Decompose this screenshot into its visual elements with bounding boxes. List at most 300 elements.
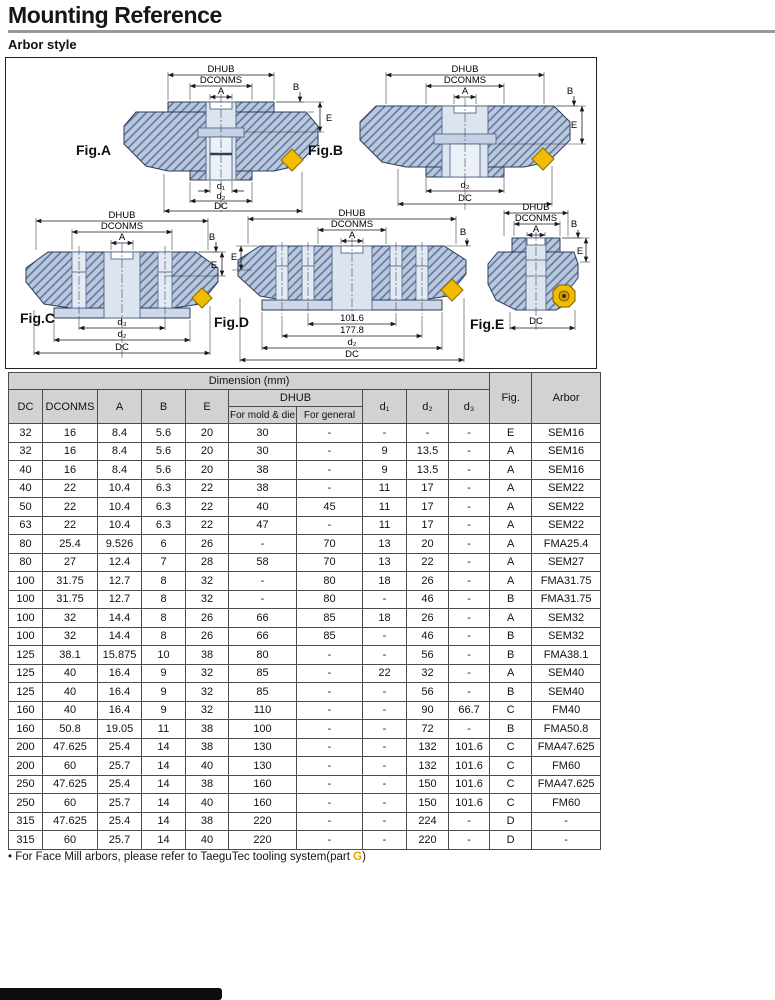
table-cell: -: [449, 646, 490, 665]
table-cell: A: [490, 609, 532, 628]
table-cell: SEM22: [532, 498, 601, 517]
table-row: [9, 609, 601, 628]
table-cell: C: [490, 794, 532, 813]
table-cell: -: [532, 831, 601, 850]
table-cell: FMA47.625: [532, 775, 601, 794]
table-cell: 80: [297, 572, 363, 591]
table-cell: 70: [297, 553, 363, 572]
table-cell: 8: [142, 590, 186, 609]
table-cell: 9: [363, 461, 407, 480]
figure-a-label: Fig.A: [76, 142, 111, 158]
dimension-table: [8, 372, 601, 850]
table-cell: 160: [229, 775, 297, 794]
table-cell: 8: [142, 627, 186, 646]
table-row: [9, 757, 601, 776]
cutter-body-section: [238, 238, 466, 320]
table-cell: 16.4: [98, 701, 142, 720]
figure-d-label: Fig.D: [214, 314, 249, 330]
table-cell: -: [449, 590, 490, 609]
table-cell: 11: [142, 720, 186, 739]
figure-e-diagram: [474, 202, 594, 367]
table-cell: 66.7: [449, 701, 490, 720]
table-cell: -: [297, 720, 363, 739]
table-cell: -: [449, 498, 490, 517]
table-cell: SEM22: [532, 516, 601, 535]
table-cell: 6.3: [142, 498, 186, 517]
table-cell: -: [297, 794, 363, 813]
table-cell: -: [449, 553, 490, 572]
table-cell: 14: [142, 775, 186, 794]
col-header-a: A: [98, 390, 142, 424]
table-cell: 250: [9, 775, 43, 794]
a-dim-label: A: [118, 232, 126, 243]
table-cell: 40: [43, 683, 98, 702]
table-cell: FMA31.75: [532, 590, 601, 609]
table-cell: 100: [9, 590, 43, 609]
dc-dim-label: DC: [529, 316, 543, 327]
table-cell: 27: [43, 553, 98, 572]
b-dim-label: B: [208, 232, 216, 243]
table-cell: 47.625: [43, 738, 98, 757]
table-cell: 14: [142, 738, 186, 757]
table-cell: 17: [407, 516, 449, 535]
col-header-dhub: DHUB: [229, 390, 363, 407]
table-cell: -: [297, 516, 363, 535]
table-row: [9, 479, 601, 498]
table-row: [9, 590, 601, 609]
table-cell: SEM32: [532, 627, 601, 646]
table-cell: 13.5: [407, 442, 449, 461]
table-row: [9, 516, 601, 535]
table-cell: -: [297, 442, 363, 461]
table-cell: SEM27: [532, 553, 601, 572]
figure-e-label: Fig.E: [470, 316, 505, 332]
table-row: [9, 646, 601, 665]
col-header-e: E: [186, 390, 229, 424]
table-cell: A: [490, 479, 532, 498]
table-cell: -: [449, 720, 490, 739]
table-cell: -: [449, 664, 490, 683]
table-cell: 200: [9, 738, 43, 757]
table-cell: FM60: [532, 757, 601, 776]
d2-dim-label: d₂: [460, 180, 470, 191]
table-cell: A: [490, 516, 532, 535]
table-cell: 25.4: [43, 535, 98, 554]
table-cell: 72: [407, 720, 449, 739]
table-row: [9, 683, 601, 702]
a-dim-label: A: [461, 86, 469, 97]
table-cell: 17: [407, 479, 449, 498]
table-cell: 20: [186, 424, 229, 443]
table-cell: -: [297, 831, 363, 850]
col-header-d1: d₁: [363, 390, 407, 424]
table-cell: 38: [186, 720, 229, 739]
table-cell: 9: [142, 701, 186, 720]
table-cell: -: [297, 775, 363, 794]
table-cell: 100: [229, 720, 297, 739]
b-dim-label: B: [459, 227, 467, 238]
table-cell: 101.6: [449, 775, 490, 794]
table-cell: 14.4: [98, 609, 142, 628]
table-body: [9, 424, 601, 850]
table-cell: 32: [9, 424, 43, 443]
table-cell: C: [490, 738, 532, 757]
table-cell: -: [297, 812, 363, 831]
table-cell: 26: [186, 627, 229, 646]
table-cell: 16: [43, 461, 98, 480]
table-cell: 58: [229, 553, 297, 572]
b-dim-label: B: [292, 82, 300, 93]
table-cell: 20: [186, 442, 229, 461]
table-cell: -: [297, 738, 363, 757]
table-cell: -: [363, 683, 407, 702]
table-cell: -: [449, 461, 490, 480]
table-cell: 315: [9, 812, 43, 831]
figure-d-diagram: [230, 208, 475, 365]
table-cell: -: [449, 572, 490, 591]
col-header-d3: d₃: [449, 390, 490, 424]
figure-b-label: Fig.B: [308, 142, 343, 158]
table-cell: 80: [229, 646, 297, 665]
table-cell: 40: [9, 461, 43, 480]
dconms-dim-label: DCONMS: [514, 213, 558, 224]
table-cell: 30: [229, 424, 297, 443]
footer-bar: [0, 988, 222, 1000]
d1-dim-label: d₁: [216, 181, 226, 192]
table-cell: 200: [9, 757, 43, 776]
d3-dim-label: d₃: [117, 317, 127, 328]
table-cell: 38: [229, 479, 297, 498]
title-rule: [8, 30, 775, 33]
table-cell: 16: [43, 442, 98, 461]
e-dim-label: E: [210, 260, 218, 271]
table-cell: 6.3: [142, 516, 186, 535]
table-cell: 60: [43, 831, 98, 850]
table-cell: 224: [407, 812, 449, 831]
table-cell: 11: [363, 516, 407, 535]
table-cell: -: [449, 683, 490, 702]
table-cell: 32: [43, 609, 98, 628]
table-cell: 9: [142, 664, 186, 683]
table-cell: 26: [186, 535, 229, 554]
a-dim-label: A: [532, 224, 540, 235]
col-header-d2: d₂: [407, 390, 449, 424]
table-cell: -: [449, 535, 490, 554]
table-cell: C: [490, 757, 532, 776]
table-cell: 31.75: [43, 590, 98, 609]
table-cell: 220: [229, 812, 297, 831]
table-cell: 90: [407, 701, 449, 720]
table-cell: 18: [363, 572, 407, 591]
dc-dim-label: DC: [458, 193, 472, 204]
dconms-dim-label: DCONMS: [330, 219, 374, 230]
table-cell: 14: [142, 794, 186, 813]
table-cell: 32: [43, 627, 98, 646]
table-cell: -: [363, 812, 407, 831]
table-cell: 5.6: [142, 424, 186, 443]
footnote-text-suffix: ): [362, 851, 366, 863]
table-cell: 132: [407, 757, 449, 776]
table-cell: A: [490, 461, 532, 480]
table-row: [9, 812, 601, 831]
table-cell: -: [363, 424, 407, 443]
table-row: [9, 831, 601, 850]
table-cell: 32: [186, 683, 229, 702]
table-cell: -: [449, 479, 490, 498]
table-cell: FM40: [532, 701, 601, 720]
table-cell: 26: [407, 572, 449, 591]
table-cell: 20: [407, 535, 449, 554]
table-cell: 20: [186, 461, 229, 480]
table-cell: 17: [407, 498, 449, 517]
figure-a-diagram: [106, 64, 336, 216]
table-cell: 16.4: [98, 664, 142, 683]
table-cell: 130: [229, 757, 297, 776]
table-cell: 100: [9, 627, 43, 646]
table-cell: 22: [407, 553, 449, 572]
dc-dim-label: DC: [345, 349, 359, 360]
table-cell: 25.7: [98, 794, 142, 813]
table-cell: 25.7: [98, 831, 142, 850]
table-cell: 80: [9, 535, 43, 554]
table-cell: B: [490, 720, 532, 739]
table-cell: 19.05: [98, 720, 142, 739]
table-row: [9, 461, 601, 480]
table-cell: 63: [9, 516, 43, 535]
dhub-dim-label: DHUB: [338, 208, 366, 219]
table-cell: 22: [186, 516, 229, 535]
table-cell: 12.7: [98, 572, 142, 591]
footnote: [8, 851, 366, 863]
table-cell: 25.7: [98, 757, 142, 776]
table-cell: 66: [229, 627, 297, 646]
table-cell: -: [449, 831, 490, 850]
table-cell: -: [229, 590, 297, 609]
dc-dim-label: DC: [115, 342, 129, 353]
table-cell: 14: [142, 812, 186, 831]
footnote-text: • For Face Mill arbors, please refer to TaeguTec tooling system(part: [8, 851, 354, 863]
a-dim-label: A: [348, 230, 356, 241]
table-cell: 11: [363, 479, 407, 498]
table-cell: 26: [186, 609, 229, 628]
table-cell: FMA47.625: [532, 738, 601, 757]
table-cell: -: [532, 812, 601, 831]
table-cell: 32: [186, 590, 229, 609]
table-cell: 38: [186, 646, 229, 665]
table-row: [9, 794, 601, 813]
table-cell: 11: [363, 498, 407, 517]
table-cell: 8: [142, 572, 186, 591]
dconms-dim-label: DCONMS: [100, 221, 144, 232]
table-cell: 38: [186, 738, 229, 757]
figure-c-label: Fig.C: [20, 310, 55, 326]
table-cell: 22: [43, 498, 98, 517]
table-cell: B: [490, 627, 532, 646]
table-cell: 100: [9, 572, 43, 591]
table-cell: -: [297, 664, 363, 683]
table-cell: 47.625: [43, 775, 98, 794]
table-cell: FMA50.8: [532, 720, 601, 739]
table-cell: -: [363, 627, 407, 646]
table-cell: 60: [43, 757, 98, 776]
table-cell: 22: [186, 498, 229, 517]
table-cell: 31.75: [43, 572, 98, 591]
table-cell: 30: [229, 442, 297, 461]
table-cell: 85: [229, 664, 297, 683]
table-cell: -: [363, 831, 407, 850]
col-header-fig: Fig.: [490, 373, 532, 424]
e-dim-label: E: [576, 246, 584, 257]
table-cell: 5.6: [142, 461, 186, 480]
col-header-for-general: For general: [297, 407, 363, 424]
table-cell: 40: [186, 757, 229, 776]
table-cell: 70: [297, 535, 363, 554]
table-cell: C: [490, 701, 532, 720]
table-cell: 14: [142, 757, 186, 776]
col-header-for-mold: For mold & die: [229, 407, 297, 424]
table-cell: 110: [229, 701, 297, 720]
table-cell: -: [449, 424, 490, 443]
page-title: Mounting Reference: [8, 2, 222, 28]
table-cell: 13: [363, 535, 407, 554]
table-cell: 50: [9, 498, 43, 517]
table-cell: 7: [142, 553, 186, 572]
table-cell: 160: [229, 794, 297, 813]
table-cell: SEM40: [532, 664, 601, 683]
table-cell: 38.1: [43, 646, 98, 665]
table-cell: 9.526: [98, 535, 142, 554]
table-cell: 13.5: [407, 461, 449, 480]
table-cell: 28: [186, 553, 229, 572]
table-cell: 250: [9, 794, 43, 813]
table-cell: 85: [229, 683, 297, 702]
table-row: [9, 627, 601, 646]
d2-dim-label: d₂: [347, 337, 357, 348]
dhub-dim-label: DHUB: [108, 210, 136, 221]
e-dim-label: E: [325, 113, 333, 124]
table-cell: -: [363, 757, 407, 776]
table-cell: FMA38.1: [532, 646, 601, 665]
table-cell: 10.4: [98, 516, 142, 535]
table-cell: 16.4: [98, 683, 142, 702]
table-cell: 14: [142, 831, 186, 850]
table-row: [9, 701, 601, 720]
table-cell: 22: [186, 479, 229, 498]
d2-dim-label: d₂: [117, 329, 127, 340]
table-cell: FMA25.4: [532, 535, 601, 554]
table-cell: -: [363, 794, 407, 813]
table-cell: 25.4: [98, 775, 142, 794]
table-cell: 220: [229, 831, 297, 850]
table-cell: 6: [142, 535, 186, 554]
a-dim-label: A: [217, 86, 225, 97]
table-cell: 22: [43, 479, 98, 498]
table-cell: 38: [186, 812, 229, 831]
table-cell: 125: [9, 683, 43, 702]
table-cell: 22: [43, 516, 98, 535]
table-cell: 45: [297, 498, 363, 517]
table-cell: 56: [407, 683, 449, 702]
table-cell: 22: [363, 664, 407, 683]
table-row: [9, 572, 601, 591]
table-cell: 25.4: [98, 812, 142, 831]
insert-round-icon: [553, 285, 575, 307]
table-row: [9, 720, 601, 739]
table-cell: SEM16: [532, 424, 601, 443]
table-row: [9, 442, 601, 461]
table-cell: 40: [229, 498, 297, 517]
table-cell: A: [490, 664, 532, 683]
table-cell: A: [490, 572, 532, 591]
table-cell: 50.8: [43, 720, 98, 739]
table-cell: 8: [142, 609, 186, 628]
table-cell: 101.6: [449, 757, 490, 776]
table-cell: -: [363, 738, 407, 757]
table-cell: 8.4: [98, 461, 142, 480]
table-cell: 32: [186, 664, 229, 683]
table-cell: 40: [43, 664, 98, 683]
table-cell: 13: [363, 553, 407, 572]
section-subtitle: Arbor style: [8, 37, 77, 52]
table-row: [9, 535, 601, 554]
table-cell: 130: [229, 738, 297, 757]
table-cell: 160: [9, 701, 43, 720]
table-cell: 125: [9, 664, 43, 683]
dconms-dim-label: DCONMS: [443, 75, 487, 86]
table-cell: -: [449, 627, 490, 646]
table-cell: 46: [407, 590, 449, 609]
table-cell: -: [407, 424, 449, 443]
table-cell: 32: [407, 664, 449, 683]
table-cell: -: [229, 535, 297, 554]
table-cell: E: [490, 424, 532, 443]
table-cell: -: [297, 683, 363, 702]
table-cell: 12.7: [98, 590, 142, 609]
inner-bolt-circle-dim: 101.6: [340, 313, 364, 324]
table-cell: 38: [229, 461, 297, 480]
col-header-dc: DC: [9, 390, 43, 424]
table-row: [9, 498, 601, 517]
table-cell: 32: [186, 572, 229, 591]
table-cell: 101.6: [449, 738, 490, 757]
table-cell: SEM32: [532, 609, 601, 628]
table-cell: 132: [407, 738, 449, 757]
table-cell: -: [449, 812, 490, 831]
d2-dim-label: d₂: [216, 191, 226, 202]
table-cell: 8.4: [98, 424, 142, 443]
table-cell: 32: [186, 701, 229, 720]
table-cell: -: [449, 516, 490, 535]
table-cell: -: [297, 479, 363, 498]
figure-b-diagram: [338, 64, 593, 214]
table-cell: A: [490, 498, 532, 517]
table-cell: 56: [407, 646, 449, 665]
table-cell: 150: [407, 775, 449, 794]
table-cell: 60: [43, 794, 98, 813]
dconms-dim-label: DCONMS: [199, 75, 243, 86]
e-dim-label: E: [570, 120, 578, 131]
table-cell: 16: [43, 424, 98, 443]
table-cell: 10: [142, 646, 186, 665]
table-cell: -: [363, 701, 407, 720]
table-cell: -: [363, 720, 407, 739]
col-header-arbor: Arbor: [532, 373, 601, 424]
dhub-dim-label: DHUB: [522, 202, 550, 213]
footnote-part-reference[interactable]: G: [353, 851, 363, 863]
table-cell: 26: [407, 609, 449, 628]
table-cell: 12.4: [98, 553, 142, 572]
table-cell: D: [490, 812, 532, 831]
